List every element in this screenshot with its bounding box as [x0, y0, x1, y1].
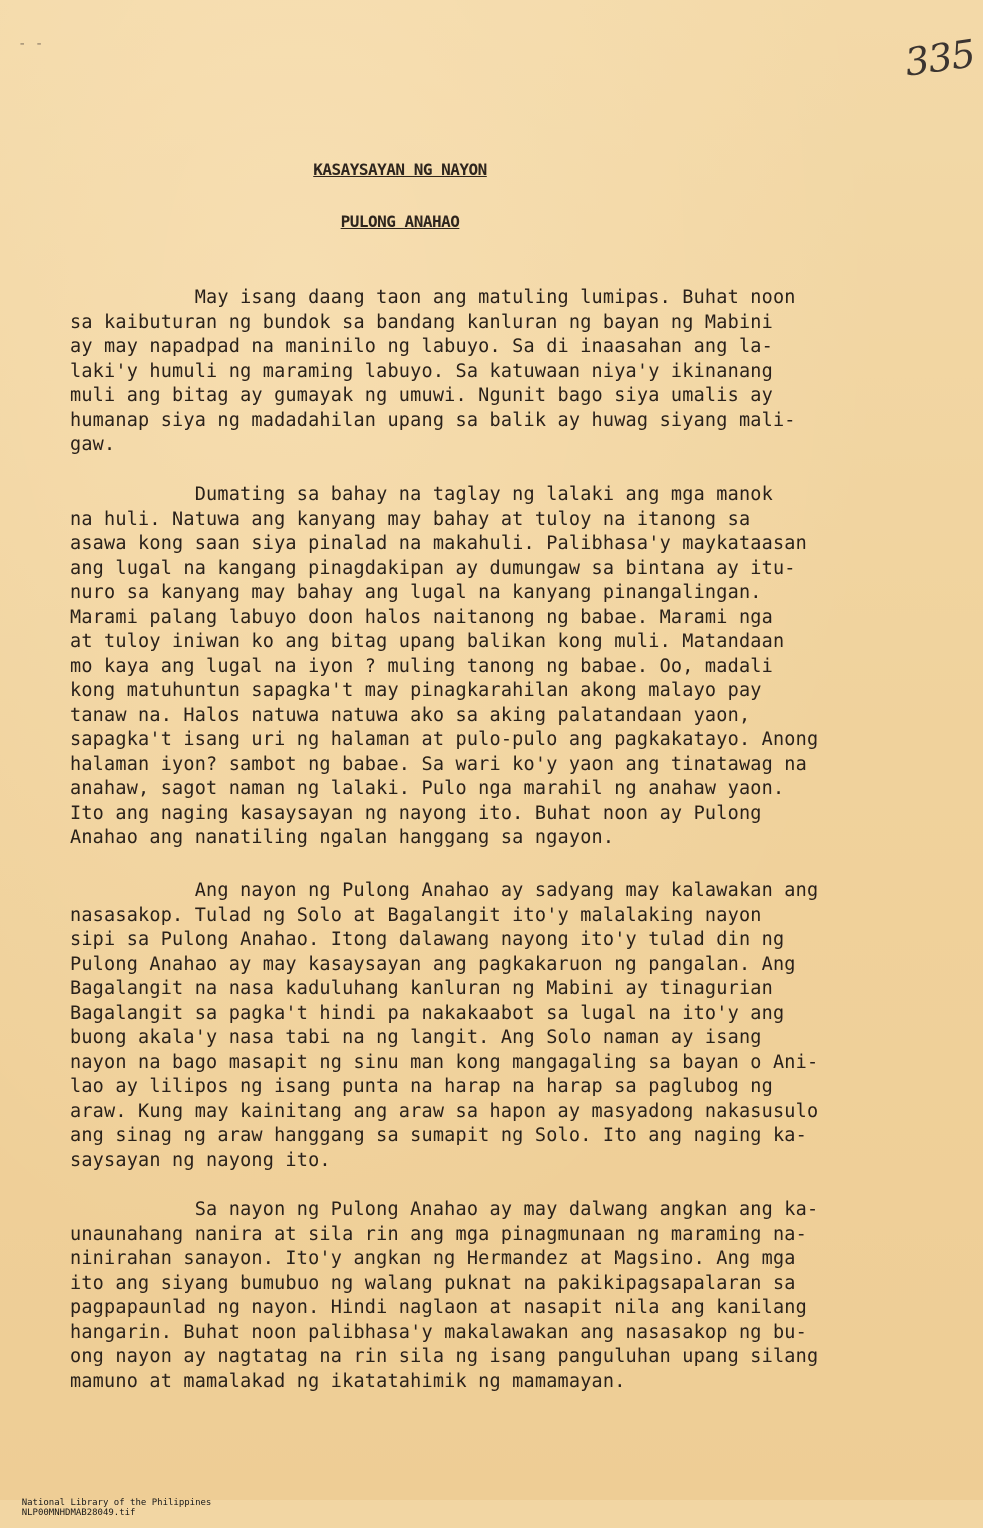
document-subtitle: PULONG ANAHAO: [340, 212, 460, 231]
footer-library: National Library of the Philippines: [21, 1498, 212, 1508]
text-line: Ang nayon ng Pulong Anahao ay sadyang may kalawakan ang: [70, 880, 819, 901]
text-line: at tuloy iniwan ko ang bitag upang balikan kong muli. Matandaan: [70, 631, 785, 652]
text-line: ay may napadpad na maninilo ng labuyo. Sa di inaasahan ang la-: [70, 336, 773, 357]
paragraph-3: [70, 879, 900, 1173]
text-line: nasasakop. Tulad ng Solo at Bagalangit ito'y malalaking nayon: [70, 904, 762, 926]
text-line: ito ang siyang bumubuo ng walang puknat na pakikipagsapalaran sa: [70, 1272, 796, 1294]
text-line: anahaw, sagot naman ng lalaki. Pulo nga marahil ng anahaw yaon.: [70, 778, 785, 799]
text-line: tanaw na. Halos natuwa natuwa ako sa aking palatandaan yaon,: [70, 704, 751, 726]
paragraph-4: [70, 1198, 900, 1394]
text-line: nayon na bago masapit ng sinu man kong mangagaling sa bayan o Ani-: [70, 1051, 819, 1073]
scan-footer: [0, 1488, 241, 1528]
text-line: Ito ang naging kasaysayan ng nayong ito. Buhat noon ay Pulong: [70, 802, 762, 824]
text-line: gaw.: [70, 434, 116, 455]
text-line: sapagka't isang uri ng halaman at pulo-pulo ang pagkakatayo. Anong: [70, 729, 819, 750]
text-line: ong nayon ay nagtatag na rin sila ng isang panguluhan upang silang: [70, 1346, 819, 1367]
paragraph-1: [70, 286, 900, 458]
corner-mark: - -: [18, 36, 44, 52]
text-line: kong matuhuntun sapagka't may pinagkarahilan akong malayo pay: [70, 680, 762, 701]
text-line: May isang daang taon ang matuling lumipas. Buhat noon: [70, 287, 796, 308]
text-line: Bagalangit na nasa kaduluhang kanluran ng Mabini ay tinagurian: [70, 978, 773, 999]
text-line: lao ay lilipos ng isang punta na harap na harap sa paglubog ng: [70, 1076, 773, 1097]
text-line: buong akala'y nasa tabi na ng langit. Ang Solo naman ay isang: [70, 1027, 762, 1048]
text-line: sipi sa Pulong Anahao. Itong dalawang nayong ito'y tulad din ng: [70, 929, 785, 950]
text-line: na huli. Natuwa ang kanyang may bahay at tuloy na itanong sa: [70, 508, 751, 530]
text-line: Sa nayon ng Pulong Anahao ay may dalwang angkan ang ka-: [70, 1199, 819, 1220]
footer-filename: NLP00MNHDMAB28049.tif: [21, 1508, 136, 1518]
text-line: ninirahan sanayon. Ito'y angkan ng Hermandez at Magsino. Ang mga: [70, 1248, 796, 1269]
text-line: Bagalangit sa pagka't hindi pa nakakaabot sa lugal na ito'y ang: [70, 1002, 785, 1024]
text-line: hangarin. Buhat noon palibhasa'y makalawakan ang nasasakop ng bu-: [70, 1321, 807, 1343]
text-line: Anahao ang nanatiling ngalan hanggang sa ngayon.: [70, 827, 615, 848]
text-line: mo kaya ang lugal na iyon ? muling tanong ng babae. Oo, madali: [70, 655, 773, 677]
text-line: unaunahang nanira at sila rin ang mga pinagmunaan ng maraming na-: [70, 1223, 807, 1245]
text-line: muli ang bitag ay gumayak ng umuwi. Ngunit bago siya umalis ay: [70, 385, 773, 406]
text-line: Dumating sa bahay na taglay ng lalaki ang mga manok: [70, 484, 773, 505]
text-line: mamuno at mamalakad ng ikatatahimik ng mamamayan.: [70, 1370, 626, 1392]
text-line: ang sinag ng araw hanggang sa sumapit ng Solo. Ito ang naging ka-: [70, 1125, 807, 1146]
text-line: ang lugal na kangang pinagdakipan ay dumungaw sa bintana ay itu-: [70, 557, 796, 579]
text-line: halaman iyon? sambot ng babae. Sa wari ko'y yaon ang tinatawag na: [70, 753, 807, 775]
text-line: sa kaibuturan ng bundok sa bandang kanluran ng bayan ng Mabini: [70, 311, 773, 333]
text-line: nuro sa kanyang may bahay ang lugal na kanyang pinangalingan.: [70, 582, 762, 603]
page-number: 335: [902, 31, 978, 85]
text-line: saysayan ng nayong ito.: [70, 1149, 331, 1171]
document-title: KASAYSAYAN NG NAYON: [313, 160, 487, 179]
text-line: araw. Kung may kainitang ang araw sa hapon ay masyadong nakasusulo: [70, 1100, 819, 1122]
text-line: humanap siya ng madadahilan upang sa balik ay huwag siyang mali-: [70, 409, 796, 431]
text-line: Pulong Anahao ay may kasaysayan ang pagkakaruon ng pangalan. Ang: [70, 953, 796, 975]
paragraph-2: [70, 483, 900, 851]
text-line: Marami palang labuyo doon halos naitanong ng babae. Marami nga: [70, 606, 773, 628]
text-line: asawa kong saan siya pinalad na makahuli. Palibhasa'y maykataasan: [70, 533, 807, 554]
text-line: pagpapaunlad ng nayon. Hindi naglaon at nasapit nila ang kanilang: [70, 1297, 807, 1318]
text-line: laki'y humuli ng maraming labuyo. Sa katuwaan niya'y ikinanang: [70, 360, 773, 382]
